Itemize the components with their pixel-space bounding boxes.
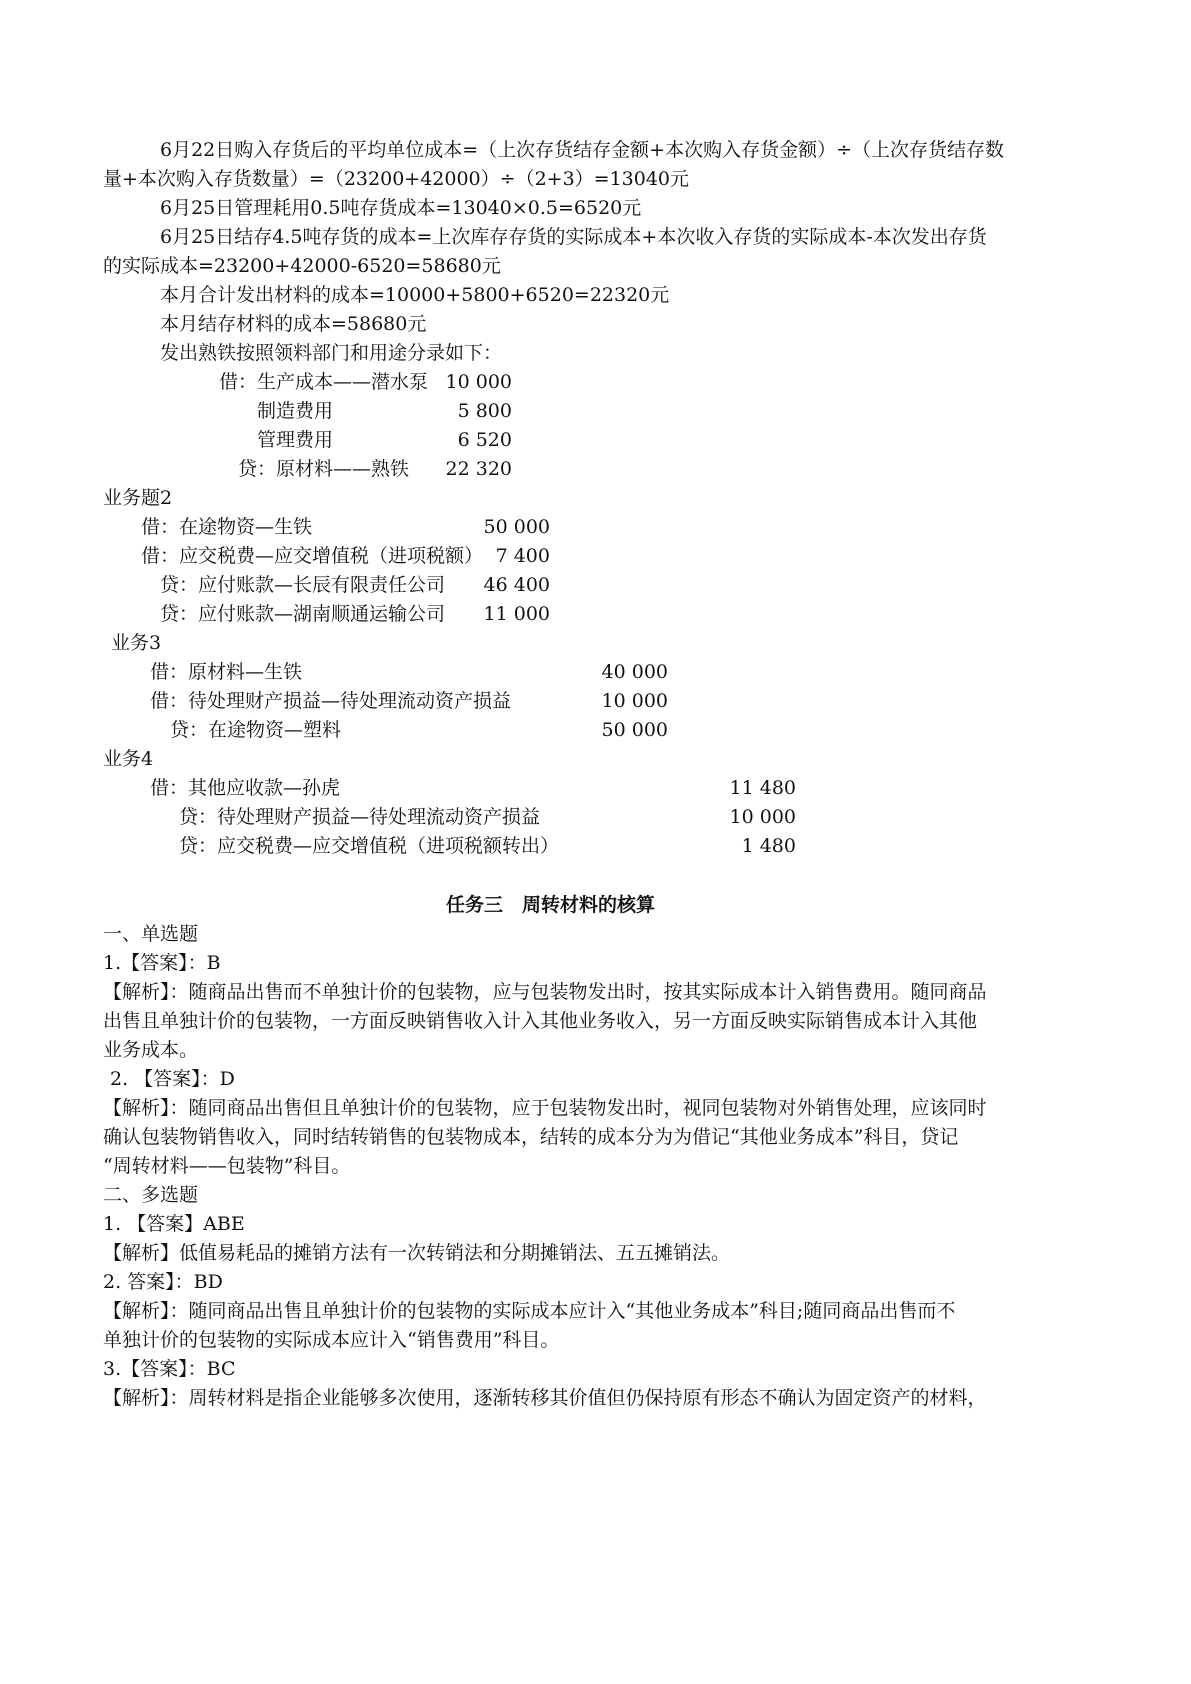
entry1-account: 管理费用 (257, 429, 334, 451)
paragraph-avg-cost-line1: 6月22日购入存货后的平均单位成本=（上次存货结存金额+本次购入存货金额）÷（上次存货结存数 (160, 139, 1005, 161)
task4-account: 借：其他应收款—孙虎 (150, 777, 341, 799)
task2-title: 业务题2 (103, 487, 173, 509)
task4-account: 贷：应交税费—应交增值税（进项税额转出） (179, 835, 560, 857)
entry1-account: 制造费用 (257, 400, 334, 422)
task3-amount: 50 000 (601, 719, 668, 741)
paragraph-avg-cost-line2: 量+本次购入存货数量）=（23200+42000）÷（2+3）=13040元 (103, 168, 690, 190)
multi-choice-heading: 二、多选题 (103, 1184, 199, 1206)
task2-amount: 46 400 (483, 574, 550, 596)
section-heading: 任务三 周转材料的核算 (446, 894, 656, 916)
paragraph-management-cost: 6月25日管理耗用0.5吨存货成本=13040×0.5=6520元 (160, 197, 642, 219)
paragraph-ending-cost-line1: 6月25日结存4.5吨存货的成本=上次库存存货的实际成本+本次收入存货的实际成本-本次发出存货 (160, 226, 987, 248)
paragraph-ending-cost-line2: 的实际成本=23200+42000-6520=58680元 (103, 255, 501, 277)
q1-analysis: 【解析】：随商品出售而不单独计价的包装物，应与包装物发出时，按其实际成本计入销售费用。随同商品 (103, 981, 987, 1003)
task3-account: 借：原材料—生铁 (150, 661, 303, 683)
task2-amount: 50 000 (483, 516, 550, 538)
task3-account: 贷：在途物资—塑料 (170, 719, 342, 741)
q2-analysis: “周转材料——包装物”科目。 (103, 1155, 351, 1177)
entry1-amount: 10 000 (445, 371, 512, 393)
q2-analysis: 【解析】：随同商品出售但且单独计价的包装物，应于包装物发出时，视同包装物对外销售处理，应该同时 (103, 1097, 987, 1119)
m3-analysis: 【解析】：周转材料是指企业能够多次使用，逐渐转移其价值但仍保持原有形态不确认为固定资产的材料， (103, 1387, 987, 1409)
task2-account: 借：应交税费—应交增值税（进项税额） (141, 545, 484, 567)
task3-amount: 40 000 (601, 661, 668, 683)
entry1-account: 借：生产成本——潜水泵 (219, 371, 429, 393)
entry1-account: 贷：原材料——熟铁 (238, 458, 410, 480)
entry1-amount: 22 320 (445, 458, 512, 480)
task4-amount: 10 000 (729, 806, 796, 828)
task3-title: 业务3 (111, 632, 162, 654)
q1-analysis: 业务成本。 (103, 1039, 199, 1061)
q1-analysis: 出售且单独计价的包装物，一方面反映销售收入计入其他业务收入，另一方面反映实际销售成本计入其他 (103, 1010, 978, 1032)
q2-analysis: 确认包装物销售收入，同时结转销售的包装物成本，结转的成本分为为借记“其他业务成本”科目，贷记 (103, 1126, 959, 1148)
q2-answer: 2. 【答案】：D (110, 1068, 235, 1090)
task4-title: 业务4 (103, 748, 154, 770)
q1-answer: 1.【答案】：B (103, 952, 221, 974)
entry1-amount: 6 520 (457, 429, 512, 451)
task3-account: 借：待处理财产损益—待处理流动资产损益 (150, 690, 512, 712)
m2-analysis: 【解析】：随同商品出售且单独计价的包装物的实际成本应计入“其他业务成本”科目;随同商品出售而不 (103, 1300, 956, 1322)
task2-amount: 11 000 (483, 603, 550, 625)
m2-analysis: 单独计价的包装物的实际成本应计入“销售费用”科目。 (103, 1329, 560, 1351)
paragraph-total-issued: 本月合计发出材料的成本=10000+5800+6520=22320元 (160, 284, 670, 306)
paragraph-month-end: 本月结存材料的成本=58680元 (160, 313, 427, 335)
entry1-amount: 5 800 (457, 400, 512, 422)
m1-analysis: 【解析】低值易耗品的摊销方法有一次转销法和分期摊销法、五五摊销法。 (103, 1242, 731, 1264)
single-choice-heading: 一、单选题 (103, 923, 199, 945)
m3-answer: 3.【答案】：BC (103, 1358, 236, 1380)
m2-answer: 2. 答案】：BD (103, 1271, 223, 1293)
task2-account: 借：在途物资—生铁 (141, 516, 313, 538)
task4-account: 贷：待处理财产损益—待处理流动资产损益 (179, 806, 541, 828)
task2-account: 贷：应付账款—长辰有限责任公司 (160, 574, 446, 596)
task2-amount: 7 400 (495, 545, 550, 567)
task4-amount: 1 480 (741, 835, 796, 857)
paragraph-entry-intro: 发出熟铁按照领料部门和用途分录如下： (160, 342, 503, 364)
task2-account: 贷：应付账款—湖南顺通运输公司 (160, 603, 446, 625)
task4-amount: 11 480 (729, 777, 796, 799)
m1-answer: 1. 【答案】ABE (103, 1213, 245, 1235)
task3-amount: 10 000 (601, 690, 668, 712)
